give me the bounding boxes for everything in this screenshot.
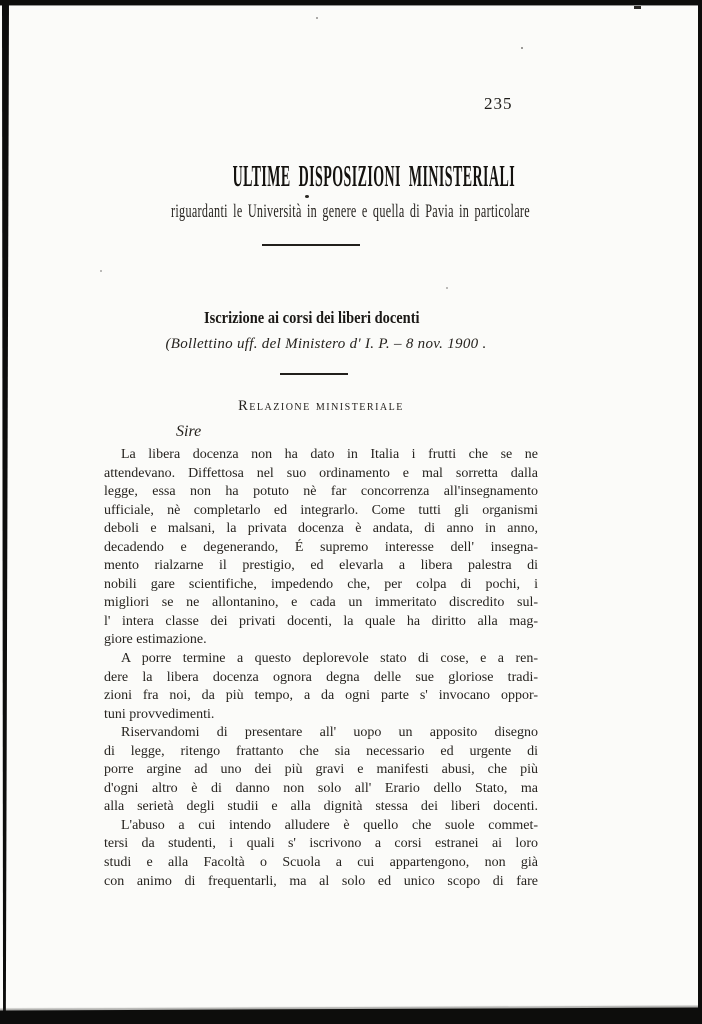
text-line: L'abuso a cui intendo alludere è quello che suole commet- — [121, 817, 538, 833]
text-line: con animo di frequentarli, ma al solo ed unico scopo di fare — [104, 873, 538, 889]
report-heading: Relazione ministeriale — [238, 398, 404, 414]
article-subtitle-text: riguardanti le Università in genere e quella di Pavia in particolare — [170, 201, 530, 222]
text-line: zioni fra noi, da più tempo, a da ogni parte s' invocano oppor- — [104, 688, 538, 704]
text-line: alla serietà degli studii e alla dignità stessa dei liberi docenti. — [104, 799, 538, 815]
text-line: ufficiale, nè completarlo ed integrarlo. Come tutti gli organismi — [104, 502, 538, 518]
ink-speckle — [634, 6, 641, 9]
top-edge-shadow — [0, 0, 702, 5]
text-line: deboli e malsani, la privata docenza è andata, di anno in anno, — [104, 521, 538, 537]
ink-speckle — [316, 17, 318, 19]
text-line: porre argine ad uno dei più gravi e manifesti abusi, che più — [104, 762, 538, 778]
text-line: decadendo e degenerando, É supremo interesse dell' insegna- — [104, 539, 538, 555]
text-line: A porre termine a questo deplorevole stato di cose, e a ren- — [121, 651, 538, 667]
paragraph — [104, 650, 538, 724]
divider-rule-top — [262, 244, 360, 246]
section-heading — [96, 308, 528, 328]
text-line: Riservandomi di presentare all' uopo un apposito disegno — [121, 725, 538, 741]
text-line: studi e alla Facoltà o Scuola a cui appartengono, non già — [104, 855, 538, 871]
paragraph — [104, 446, 538, 650]
section-heading-text: Iscrizione ai corsi dei liberi docenti — [204, 308, 420, 327]
body-text — [104, 446, 538, 891]
text-line: di legge, ritengo frattanto che sia necessario ed urgente di — [104, 743, 538, 759]
paragraph — [104, 817, 538, 891]
text-line: tuni provvedimenti. — [104, 706, 215, 722]
text-line: La libera docenza non ha dato in Italia i frutti che se ne — [121, 447, 538, 462]
ink-speckle — [521, 47, 523, 49]
right-edge-shadow — [698, 0, 702, 1024]
salutation: Sire — [176, 423, 202, 440]
page-number: 235 — [484, 94, 513, 113]
text-line: l' intera classe dei privati docenti, la quale ha diritto alla mag- — [104, 613, 538, 629]
ink-speckle — [446, 287, 448, 289]
paragraph — [104, 724, 538, 817]
text-line: d'ogni altro è di danno non solo all' Erario dello Stato, ma — [104, 780, 538, 796]
article-title — [60, 158, 528, 194]
article-subtitle — [70, 201, 532, 223]
bottom-edge-shadow — [0, 1007, 702, 1024]
article-title-text: ULTIME DISPOSIZIONI MINISTERIALI — [232, 158, 516, 193]
divider-rule-middle — [280, 373, 348, 375]
text-line: mento rialzarne il prestigio, ed elevarla a libera palestra di — [104, 558, 538, 574]
text-line: dere la libera docenza ognora degna delle sue gloriose tradi- — [104, 669, 538, 685]
text-line: migliori se ne allontanino, e cada un immeritato discredito sul- — [104, 595, 538, 611]
ink-speckle — [100, 270, 102, 272]
text-line: nobili gare scientifiche, impedendo che, per colpa di pochi, i — [104, 576, 538, 592]
text-line: tersi da studenti, i quali s' iscrivono a corsi estranei ai loro — [104, 836, 538, 852]
text-line: giore estimazione. — [104, 632, 207, 648]
ink-speckle — [305, 195, 309, 198]
source-citation: (Bollettino uff. del Ministero d' I. P. – 8 nov. 1900 . — [165, 336, 487, 352]
text-line: attendevano. Diffettosa nel suo ordinamento e mal sorretta dalla — [104, 465, 538, 481]
text-line: legge, essa non ha potuto nè far concorrenza all'insegnamento — [104, 484, 538, 500]
